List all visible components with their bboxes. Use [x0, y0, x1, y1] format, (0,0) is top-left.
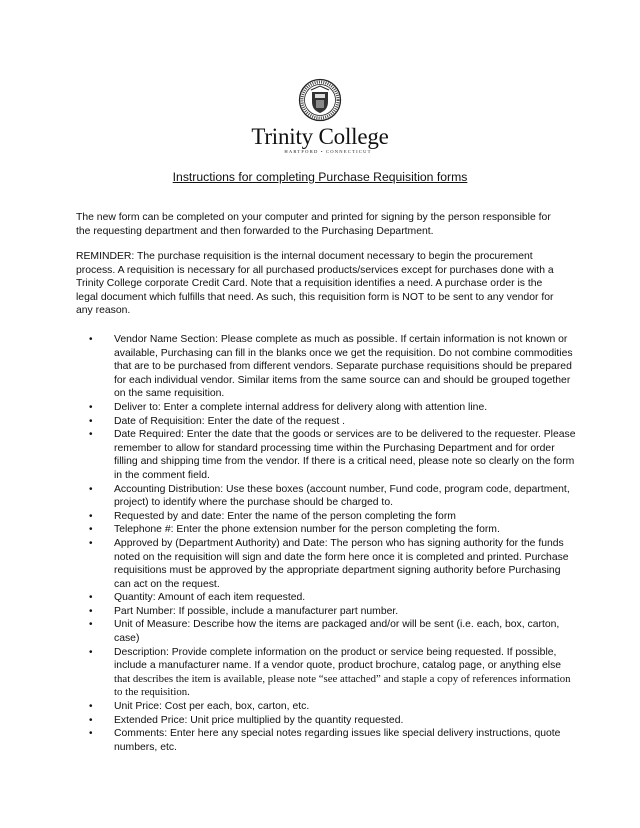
list-item-unit-price	[76, 700, 576, 714]
bullet-icon: •	[89, 415, 93, 427]
trinity-college-logo	[0, 78, 640, 155]
list-item-text: Date Required: Enter the date that the goods or services are to be delivered to the requester. Please remember to allow for standard processing time within the Purchasing Department and for order filling and shipping time from the vendor. If there is a critical need, please note so clearly on the form in the comment field.	[114, 429, 576, 481]
list-item-text: Vendor Name Section: Please complete as much as possible. If certain information is not known or available, Purchasing can fill in the blanks once we get the requisition. Do not combine commodities that are to be purchased from different vendors. Separate purchase requisitions should be prepared for each individual vendor. Similar items from the same source can and should be grouped together on the same requisition.	[114, 334, 573, 400]
list-item-text: Deliver to: Enter a complete internal address for delivery along with attention line.	[114, 401, 488, 413]
list-item-text: Requested by and date: Enter the name of the person completing the form	[114, 510, 456, 522]
list-item-text: Telephone #: Enter the phone extension number for the person completing the form.	[114, 524, 500, 536]
list-item-extended-price	[76, 714, 576, 728]
bullet-icon: •	[89, 714, 93, 726]
list-item-text: Comments: Enter here any special notes regarding issues like special delivery instructions, quote numbers, etc.	[114, 728, 561, 753]
bullet-icon: •	[89, 524, 93, 536]
list-item-text: Unit of Measure: Describe how the items are packaged and/or will be sent (i.e. each, box, carton, case)	[114, 619, 560, 645]
bullet-icon: •	[89, 592, 93, 604]
list-item-deliver-to	[76, 401, 576, 415]
intro-paragraph: The new form can be completed on your computer and printed for signing by the person responsible for the requesting department and then forwarded to the Purchasing Department.	[76, 212, 551, 237]
list-item-text: Description: Provide complete information on the product or service being requested. If possible, include a manufacturer name. If a vendor quote, product brochure, catalog page, or anything else	[114, 646, 562, 672]
list-item-telephone	[76, 523, 576, 537]
list-item-text: Unit Price: Cost per each, box, carton, etc.	[114, 701, 310, 713]
bullet-icon: •	[89, 429, 93, 441]
list-item-accounting-distribution	[76, 483, 576, 510]
bullet-icon: •	[89, 483, 93, 495]
page-title: Instructions for completing Purchase Requisition forms	[172, 170, 468, 184]
list-item-quantity	[76, 591, 576, 605]
list-item-date-of-requisition	[76, 415, 576, 429]
list-item-text: Approved by (Department Authority) and Date: The person who has signing authority for the funds noted on the requisition will sign and date the form here once it is completed and printed. Purchase requisitions must be approved by the appropriate department signing authority before Purchasing can act on the request.	[114, 537, 569, 590]
college-location: HARTFORD • CONNECTICUT	[284, 149, 372, 154]
list-item-description	[76, 646, 576, 700]
bullet-icon: •	[89, 619, 93, 631]
bullet-icon: •	[89, 510, 93, 522]
list-item-text: Quantity: Amount of each item requested.	[114, 592, 306, 604]
bullet-icon: •	[89, 334, 93, 345]
bullet-icon: •	[89, 728, 93, 740]
list-item-text: Part Number: If possible, include a manufacturer part number.	[114, 605, 399, 617]
list-item-part-number	[76, 605, 576, 619]
list-item-text: Extended Price: Unit price multiplied by the quantity requested.	[114, 714, 404, 726]
bullet-icon: •	[89, 605, 93, 617]
bullet-icon: •	[89, 401, 93, 413]
college-seal-icon	[298, 78, 342, 122]
list-item-unit-of-measure	[76, 618, 576, 645]
reminder-paragraph: REMINDER: The purchase requisition is the internal document necessary to begin the procurement process. A requisition is necessary for all purchased products/services except for purchases done with a Trinity College corporate Credit Card. Note that a requisition identifies a need. A purchase order is the legal document which fulfills that need. As such, this requisition form is NOT to be sent to any vendor for any reason.	[76, 251, 554, 317]
list-item-requested-by	[76, 510, 576, 524]
bullet-icon: •	[89, 537, 93, 549]
list-item-date-required	[76, 428, 576, 482]
bullet-icon: •	[89, 646, 93, 658]
list-item-text-tail: that describes the item is available, please note “see attached” and staple a copy of references information to the requisition.	[114, 672, 571, 699]
instruction-list	[76, 333, 576, 754]
bullet-icon: •	[89, 701, 93, 713]
college-name: Trinity College	[251, 124, 389, 149]
list-item-approved-by	[76, 537, 576, 591]
list-item-vendor-name	[76, 333, 576, 401]
list-item-text: Accounting Distribution: Use these boxes (account number, Fund code, program code, department, project) to identify where the purchase should be charged to.	[114, 483, 570, 509]
list-item-comments	[76, 727, 576, 754]
list-item-text: Date of Requisition: Enter the date of the request .	[114, 415, 346, 427]
